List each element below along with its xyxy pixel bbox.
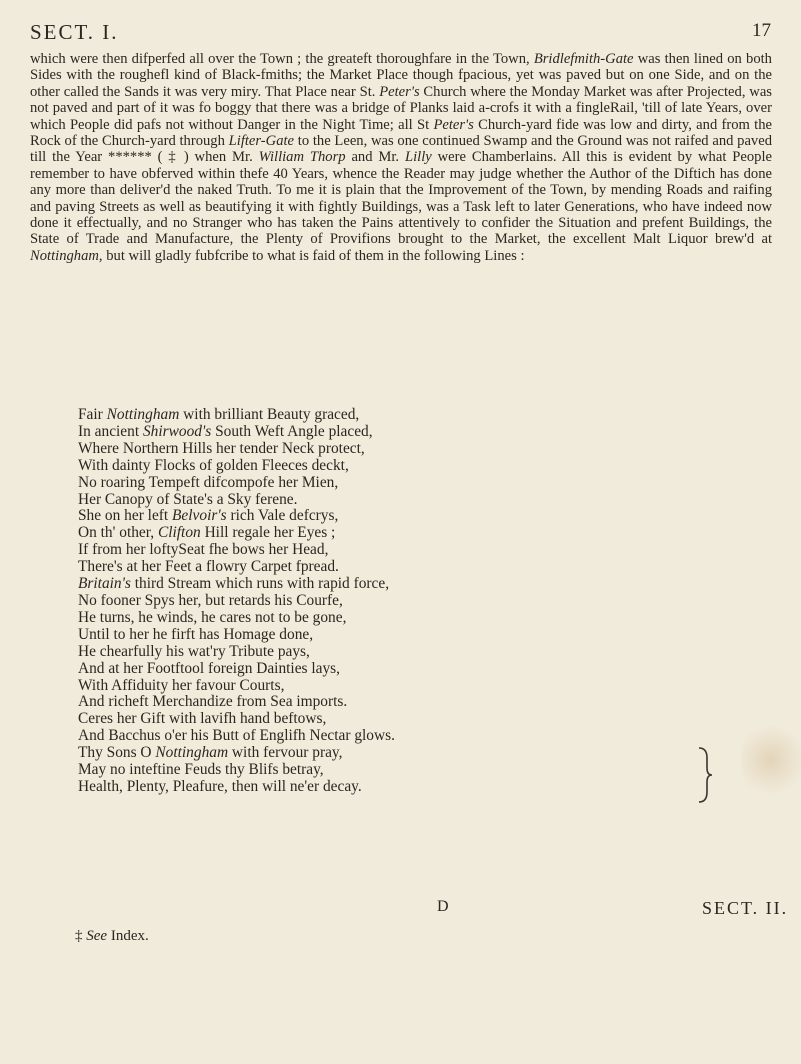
- body-paragraph: [30, 51, 772, 264]
- section-heading: SECT. I.: [30, 20, 119, 44]
- street-name: Bridlefmith-Gate: [533, 51, 634, 67]
- footnote: ‡ See Index.: [75, 928, 149, 944]
- verse-line: And richeft Merchandize from Sea imports.: [78, 693, 348, 711]
- verse-line: If from her loftySeat fhe bows her Head,: [78, 541, 329, 559]
- verse-line: He chearfully his wat'ry Tribute pays,: [78, 642, 310, 660]
- church-name: Peter's: [379, 83, 420, 100]
- verse-line: And Bacchus o'er his Butt of Englifh Nectar glows.: [78, 727, 395, 745]
- signature-mark: D: [437, 898, 449, 915]
- verse-line: No roaring Tempeft difcompofe her Mien,: [78, 473, 339, 491]
- verse-line: Ceres her Gift with lavifh hand beftows,: [78, 710, 327, 728]
- town-name: Nottingham,: [30, 247, 103, 264]
- verse-line: In ancient Shirwood's South Weft Angle placed,: [78, 422, 373, 440]
- verse-line: May no inteftine Feuds thy Blifs betray,: [78, 761, 324, 779]
- catchword: SECT. II.: [702, 898, 789, 918]
- verse-line: Health, Plenty, Pleafure, then will ne'er decay.: [78, 777, 362, 795]
- verse-line: And at her Footftool foreign Dainties lays,: [78, 659, 341, 677]
- verse-line: With Affiduity her favour Courts,: [78, 676, 285, 694]
- church-name: Peter's: [433, 116, 474, 133]
- verse-line: She on her left Belvoir's rich Vale defcrys,: [78, 507, 339, 525]
- verse-line: Her Canopy of State's a Sky ferene.: [78, 490, 298, 508]
- paragraph-text: which were then difperfed all over the Town ; the greateft thoroughfare in the Town, Bridlefmith-Gate was then lined on both Sides with the roughefl kind of Black-fmiths; the Market Place though fpacious, yet was paved but on one Side, and on the other called the Sands it was very miry. That Place near St. Peter's Church where the Monday Market was after Projected, was not paved and part of it was fo boggy that there was a bridge of Planks laid a-crofs it with a fingleRail, 'till of late Years, over which People did pafs not without Danger in the Night Time; all St Peter's Church-yard fide was low and dirty, and from the Rock of the Church-yard through Lifter-Gate to the Leen, was one continued Swamp and the Ground was not raifed and paved till the Year ****** ( ‡ ) when Mr. William Thorp and Mr. Lilly were Chamberlains. All this is evident by what People remember to have obferved within thefe 40 Years, whence the Reader may judge whether the Author of the Diftich has done any more than deliver'd the naked Truth. To me it is plain that the Improvement of the Town, by mending Roads and raifing and paving Streets as well as beautifying it with fightly Buildings, was a Task left to later Generations, who have indeed now done it effectually, and no Stranger who has taken the Pains attentively to confider the Situation and prefent Buildings, the State of Trade and Manufacture, the Plenty of Provifions brought to the Market, the excellent Malt Liquor brew'd at Nottingham, but will gladly fubfcribe to what is faid of them in the following Lines :: [30, 51, 773, 264]
- running-header: [30, 20, 771, 50]
- verse-line: No fooner Spys her, but retards his Courfe,: [78, 591, 343, 609]
- verse-line: Britain's third Stream which runs with rapid force,: [78, 575, 390, 593]
- verse-line: With dainty Flocks of golden Fleeces deckt,: [78, 456, 349, 474]
- page-number: 17: [752, 20, 771, 41]
- verse-line: There's at her Feet a flowry Carpet fpread.: [78, 558, 339, 576]
- triplet-brace-icon: [697, 746, 713, 804]
- person-name: William Thorp: [258, 149, 346, 166]
- verse-line: He turns, he winds, he cares not to be gone,: [78, 608, 347, 626]
- verse-line: Where Northern Hills her tender Neck protect,: [78, 439, 365, 457]
- verse-line: Until to her he firft has Homage done,: [78, 625, 314, 643]
- street-name: Lifter-Gate: [228, 133, 295, 150]
- paper-stain: [741, 720, 801, 800]
- verse-block: [78, 407, 768, 796]
- person-name: Lilly: [404, 149, 432, 166]
- verse-line: Thy Sons O Nottingham with fervour pray,: [78, 744, 343, 762]
- verse-line: On th' other, Clifton Hill regale her Eyes ;: [78, 524, 336, 542]
- verse-line: Fair Nottingham with brilliant Beauty graced,: [78, 406, 360, 423]
